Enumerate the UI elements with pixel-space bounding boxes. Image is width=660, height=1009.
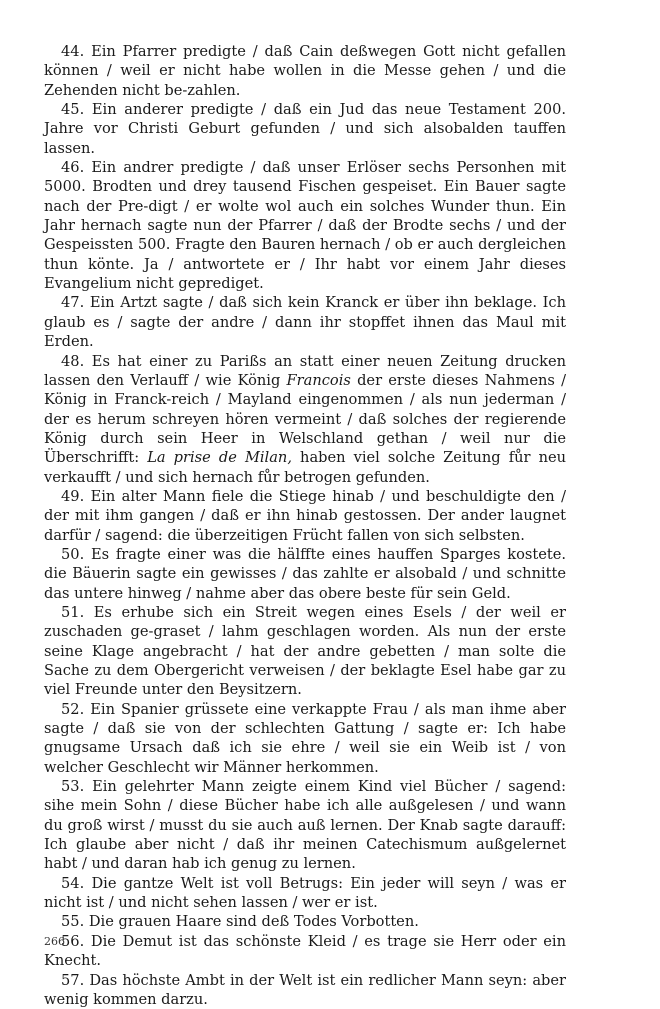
paragraph-text: 50. Es fragte einer was die hälffte eines hauffen Sparges kostete. die Bäuerin sagte ein gewisses / das zahlte er alsobald / und schnitte das untere hinweg / nahme aber das obere beste für sein Geld. [44,546,566,602]
page-body [44,42,566,1009]
paragraph [44,777,566,874]
paragraph-text: 49. Ein alter Mann fiele die Stiege hinab / und beschuldigte den / der mit ihm gangen / daß er ihn hinab gestossen. Der ander laugnet darfür / sagend: die überzeitigen Frücht fallen von sich selbsten. [44,488,566,544]
paragraph [44,487,566,545]
paragraph-text: 45. Ein anderer predigte / daß ein Jud das neue Testament 200. Jahre vor Christi Geburt gefunden / und sich alsobalden tauffen lassen. [44,101,566,157]
paragraph-text: haben viel solche Zeitung fůr neu verkaufft / und sich hernach fůr betrogen gefunden. [44,449,566,485]
page-number: 266 [44,935,65,948]
paragraph [44,42,566,100]
paragraph-text: 48. Es hat einer zu Parißs an statt einer neuen Zeitung drucken lassen den Verlauff / wie König [44,353,566,389]
paragraph [44,912,566,931]
paragraph-text: 52. Ein Spanier grüssete eine verkappte Frau / als man ihme aber sagte / daß sie von der schlechten Gattung / sagte er: Ich habe gnugsame Ursach daß ich sie ehre / weil sie ein Weib ist / von welcher Geschlecht wir Männer herkommen. [44,701,566,776]
paragraph [44,293,566,351]
paragraph [44,603,566,700]
italic-text: La prise de Milan, [147,449,292,466]
paragraph-text: 46. Ein andrer predigte / daß unser Erlöser sechs Personhen mit 5000. Brodten und drey tausend Fischen gespeiset. Ein Bauer sagte nach der Pre-digt / er wolte wol auch ein solches Wunder thun. Ein Jahr hernach sagte nun der Pfarrer / daß der Brodte sechs / und der Gespeissten 500. Fragte den Bauren hernach / ob er auch dergleichen thun könte. Ja / antwortete er / Ihr habt vor einem Jahr dieses Evangelium nicht geprediget. [44,159,566,292]
paragraph [44,100,566,158]
paragraph [44,352,566,487]
paragraph [44,700,566,777]
paragraph [44,932,566,971]
paragraph-text: 51. Es erhube sich ein Streit wegen eines Esels / der weil er zuschaden ge-graset / lahm geschlagen worden. Als nun der erste seine Klage angebracht / hat der andre gebetten / man solte die Sache zu dem Obergericht verweisen / der beklagte Esel habe gar zu viel Freunde unter den Beysitzern. [44,604,566,698]
paragraph-text: 57. Das höchste Ambt in der Welt ist ein redlicher Mann seyn: aber wenig kommen darzu. [44,972,566,1008]
paragraph-text: der erste dieses Nahmens / König in Franck-reich / Mayland eingenommen / als nun jederman / der es herum schreyen hören vermeint / daß solches der regierende König durch sein Heer in Welschland gethan / weil nur die Überschrifft: [44,372,566,466]
paragraph-text: 44. Ein Pfarrer predigte / daß Cain deßwegen Gott nicht gefallen können / weil er nicht habe wollen in die Messe gehen / und die Zehenden nicht be-zahlen. [44,43,566,99]
paragraph-text: 47. Ein Artzt sagte / daß sich kein Kranck er über ihn beklage. Ich glaub es / sagte der andre / dann ihr stopffet ihnen das Maul mit Erden. [44,294,566,350]
italic-text: Francois [287,372,351,389]
paragraph-text: 53. Ein gelehrter Mann zeigte einem Kind viel Bücher / sagend: sihe mein Sohn / diese Bücher habe ich alle außgelesen / und wann du groß wirst / musst du sie auch auß lernen. Der Knab sagte darauff: Ich glaube aber nicht / daß ihr meinen Catechismum außgelernet habt / und daran hab ich genug zu lernen. [44,778,566,872]
paragraph-text: 55. Die grauen Haare sind deß Todes Vorbotten. [61,913,419,930]
paragraph [44,158,566,293]
paragraph [44,874,566,913]
paragraph-text: 56. Die Demut ist das schönste Kleid / es trage sie Herr oder ein Knecht. [44,933,566,969]
paragraph [44,545,566,603]
paragraph-text: 54. Die gantze Welt ist voll Betrugs: Ein jeder will seyn / was er nicht ist / und nicht sehen lassen / wer er ist. [44,875,566,911]
